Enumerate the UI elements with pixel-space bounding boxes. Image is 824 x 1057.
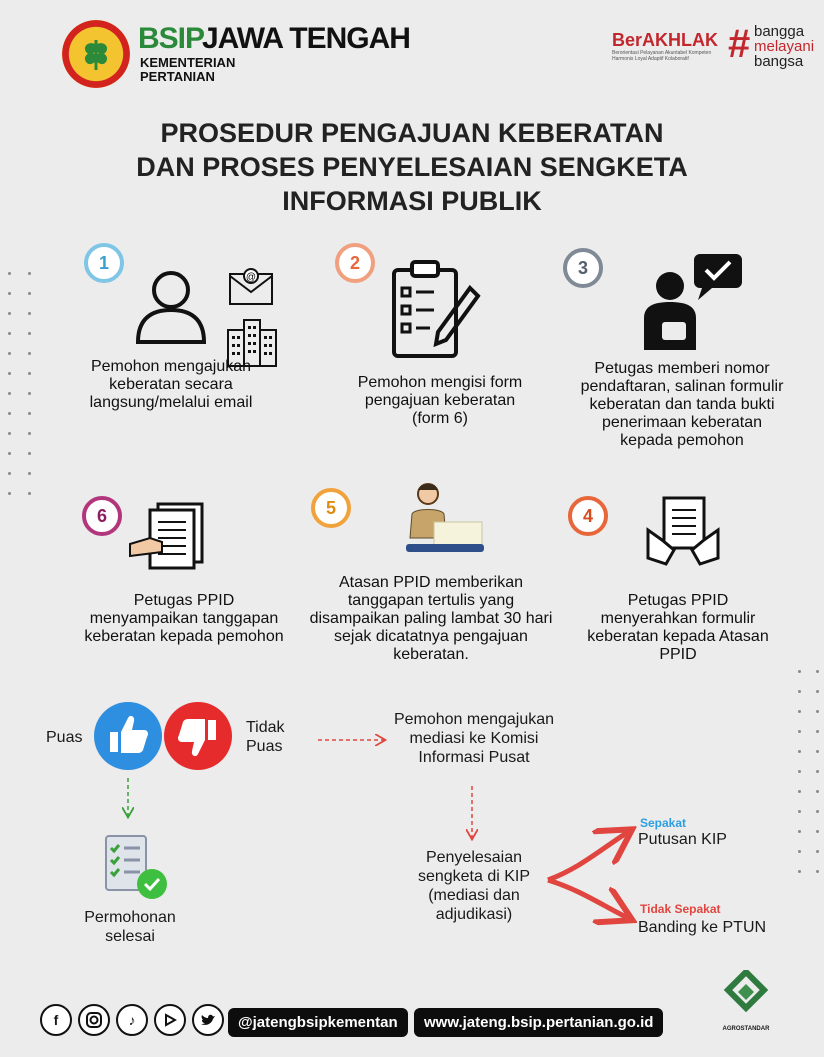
step-4-text: Petugas PPID menyerahkan formulir keberatan kepada Atasan PPID bbox=[587, 592, 769, 663]
official-at-desk-icon bbox=[404, 478, 484, 556]
tidak-puas-line1: Tidak bbox=[246, 719, 285, 736]
social-handle[interactable]: @jatengbsipkementan bbox=[228, 1008, 408, 1037]
penyelesaian-text: Penyelesaian sengketa di KIP (mediasi dan adjudikasi) bbox=[417, 849, 531, 923]
thumbs-down-icon bbox=[164, 702, 232, 770]
thumbs-up-icon bbox=[94, 702, 162, 770]
arrow-to-sepakat bbox=[548, 832, 628, 880]
step-4-badge: 4 bbox=[568, 496, 608, 536]
brand-sub-line1: KEMENTERIAN bbox=[140, 55, 236, 70]
putusan-kip-text: Putusan KIP bbox=[638, 831, 727, 848]
email-icon bbox=[228, 264, 274, 306]
youtube-icon[interactable] bbox=[154, 1004, 186, 1036]
tiktok-icon[interactable]: ♪ bbox=[116, 1004, 148, 1036]
person-icon bbox=[132, 268, 210, 346]
hands-document-icon bbox=[644, 494, 722, 568]
twitter-icon[interactable] bbox=[192, 1004, 224, 1036]
title-line1: PROSEDUR PENGAJUAN KEBERATAN bbox=[160, 118, 664, 148]
brand-bsip: BSIP bbox=[138, 22, 205, 55]
banding-ptun-text: Banding ke PTUN bbox=[638, 919, 767, 936]
dot-pattern-left-2 bbox=[28, 272, 48, 512]
selesai-line2: selesai bbox=[105, 928, 155, 945]
clipboard-form-icon bbox=[390, 260, 482, 360]
brand-region: JAWA TENGAH bbox=[202, 22, 410, 55]
brand-sub-line2: PERTANIAN bbox=[140, 69, 215, 84]
step-2-text: Pemohon mengisi form pengajuan keberatan (form 6) bbox=[357, 374, 523, 427]
bangga-hash-icon: # bbox=[728, 22, 751, 66]
documents-hand-icon bbox=[128, 500, 208, 576]
checklist-done-icon bbox=[100, 832, 172, 902]
step-2-badge: 2 bbox=[335, 243, 375, 283]
tidak-puas-label bbox=[246, 718, 285, 756]
title-line3: INFORMASI PUBLIK bbox=[282, 186, 542, 216]
agrostandar-text: AGROSTANDAR bbox=[722, 1026, 770, 1032]
tidak-sepakat-label: Tidak Sepakat bbox=[640, 902, 721, 916]
dot-pattern-right-2 bbox=[816, 670, 824, 890]
title-line2: DAN PROSES PENYELESAIAN SENGKETA bbox=[136, 152, 688, 182]
bangga-melayani-bangsa bbox=[754, 24, 814, 69]
step-6-badge: 6 bbox=[82, 496, 122, 536]
arrow-to-tidak-sepakat bbox=[548, 880, 628, 918]
dot-pattern-left bbox=[8, 272, 28, 512]
website-link[interactable]: www.jateng.bsip.pertanian.go.id bbox=[414, 1008, 663, 1037]
step-3-text: Petugas memberi nomor pendaftaran, salinan formulir keberatan dan tanda bukti penerimaan keberatan kepada pemohon bbox=[580, 360, 784, 449]
facebook-icon[interactable]: f bbox=[40, 1004, 72, 1036]
sepakat-label: Sepakat bbox=[640, 816, 687, 830]
bangsa-word: bangsa bbox=[754, 53, 804, 70]
selesai-text bbox=[60, 908, 200, 946]
bangga-word: bangga bbox=[754, 23, 805, 40]
instagram-icon[interactable] bbox=[78, 1004, 110, 1036]
mediasi-text: Pemohon mengajukan mediasi ke Komisi Informasi Pusat bbox=[393, 711, 555, 766]
agrostandar-logo bbox=[720, 970, 772, 1020]
puas-label: Puas bbox=[46, 729, 83, 746]
step-5-badge: 5 bbox=[311, 488, 351, 528]
selesai-line1: Permohonan bbox=[84, 909, 176, 926]
step-1-badge: 1 bbox=[84, 243, 124, 283]
officer-chat-icon bbox=[640, 252, 744, 352]
dot-pattern-right bbox=[798, 670, 818, 890]
bsip-logo-seal bbox=[62, 20, 130, 88]
step-6-text: Petugas PPID menyampaikan tanggapan keberatan kepada pemohon bbox=[84, 592, 284, 645]
tidak-puas-line2: Puas bbox=[246, 738, 283, 755]
brand-subtitle bbox=[140, 56, 235, 84]
berakhlak-tagline: Berorientasi Pelayanan Akuntabel Kompeten Harmonis Loyal Adaptif Kolaboratif bbox=[612, 50, 712, 62]
page-title bbox=[40, 116, 784, 218]
svg-text:@: @ bbox=[245, 272, 257, 283]
step-1-text: Pemohon mengajukan keberatan secara langsung/melalui email bbox=[89, 358, 253, 411]
melayani-word: melayani bbox=[754, 38, 815, 55]
step-5-text: Atasan PPID memberikan tanggapan tertulis yang disampaikan paling lambat 30 hari sejak dicatatnya pengajuan keberatan. bbox=[309, 574, 553, 663]
step-3-badge: 3 bbox=[563, 248, 603, 288]
berakhlak-logo: BerAKHLAK bbox=[612, 30, 719, 50]
